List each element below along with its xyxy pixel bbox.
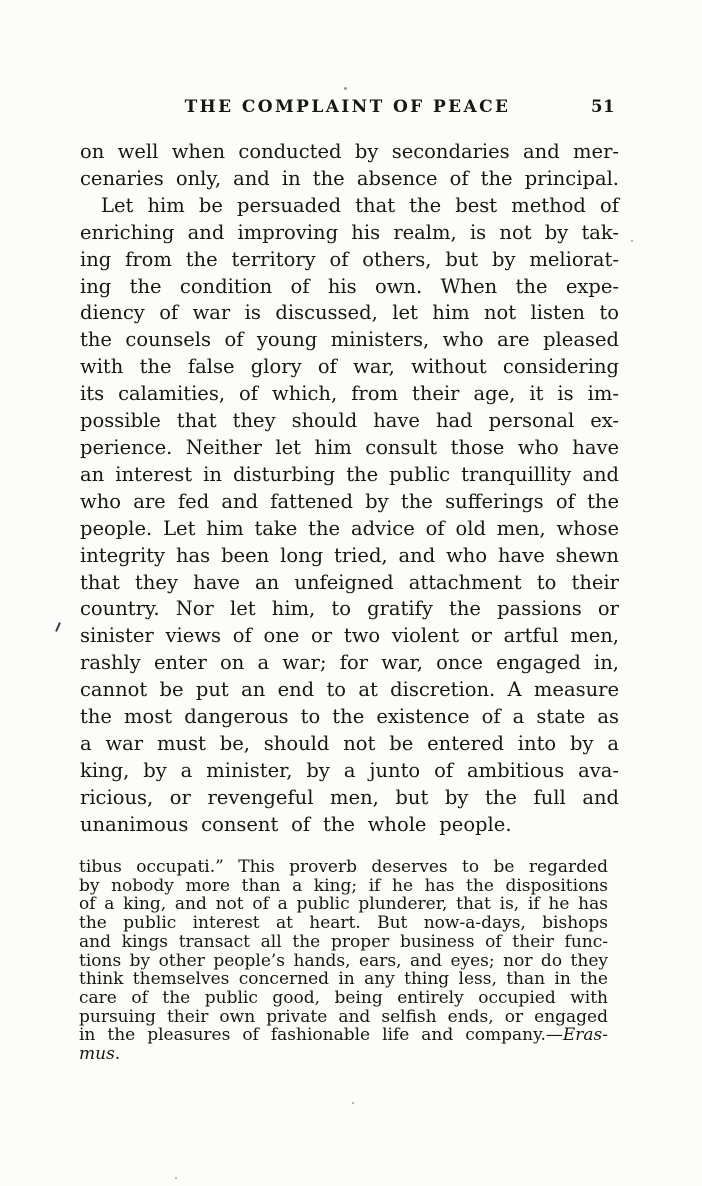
body-text-line: king, by a minister, by a junto of ambitious ava- — [80, 758, 619, 782]
body-text-line: country. Nor let him, to gratify the passions or — [80, 597, 619, 621]
body-text-block — [80, 139, 619, 839]
body-text-line: people. Let him take the advice of old men, whose — [80, 516, 619, 540]
footnote-line: and kings transact all the proper business of their func- — [79, 931, 608, 952]
body-text-line: cannot be put an end to at discretion. A measure — [80, 678, 619, 702]
body-text-line: the counsels of young ministers, who are pleased — [80, 328, 619, 352]
footnote-line: by nobody more than a king; if he has the dispositions — [79, 875, 608, 896]
footnote-block — [79, 858, 608, 1064]
body-text-line: ricious, or revengeful men, but by the full and — [80, 785, 619, 809]
footnote-line: the public interest at heart. But now-a-days, bishops — [79, 913, 608, 934]
body-text-line: Let him be persuaded that the best method of — [101, 193, 619, 217]
body-text-line: integrity has been long tried, and who have shewn — [80, 543, 619, 567]
body-text-line: with the false glory of war, without considering — [80, 355, 619, 379]
body-text-line: diency of war is discussed, let him not listen to — [80, 301, 619, 325]
body-text-line: its calamities, of which, from their age, it is im- — [80, 382, 619, 406]
body-text-line: cenaries only, and in the absence of the principal. — [80, 166, 619, 190]
body-text-line: ing the condition of his own. When the expe- — [80, 274, 619, 298]
body-text-line: on well when conducted by secondaries and mer- — [80, 140, 619, 163]
body-text-line: that they have an unfeigned attachment to their — [80, 570, 619, 594]
scan-speck — [344, 87, 347, 90]
body-text-line: enriching and improving his realm, is not by tak- — [80, 220, 619, 244]
body-text-line: unanimous consent of the whole people. — [80, 812, 512, 836]
body-text-line: rashly enter on a war; for war, once engaged in, — [80, 651, 619, 675]
body-text-line: an interest in disturbing the public tranquillity and — [80, 462, 619, 486]
footnote-line: tions by other people’s hands, ears, and eyes; nor do they — [79, 950, 608, 971]
body-text-line: ing from the territory of others, but by meliorat- — [80, 247, 619, 271]
running-header — [78, 97, 617, 121]
body-text-line: the most dangerous to the existence of a state as — [80, 705, 619, 729]
footnote-line: tibus occupati.” This proverb deserves to be regarded — [79, 857, 608, 877]
footnote-line: of a king, and not of a public plunderer, that is, if he has — [79, 894, 608, 915]
page-number: 51 — [591, 97, 615, 116]
footnote-line: in the pleasures of fashionable life and company.—Eras- — [79, 1025, 608, 1046]
body-text-line: a war must be, should not be entered into by a — [80, 731, 619, 755]
body-text-line: perience. Neither let him consult those who have — [80, 435, 619, 459]
body-text-line: who are fed and fattened by the sufferings of the — [80, 489, 619, 513]
margin-pen-mark — [55, 622, 61, 632]
footnote-line: care of the public good, being entirely occupied with — [79, 987, 608, 1008]
scan-speck — [352, 1102, 354, 1104]
footnote-line: mus. — [79, 1044, 121, 1065]
footnote-line: think themselves concerned in any thing less, than in the — [79, 969, 608, 990]
body-text-line: sinister views of one or two violent or artful men, — [80, 624, 619, 648]
body-text-line: possible that they should have had personal ex- — [80, 409, 619, 433]
footnote-line: pursuing their own private and selfish ends, or engaged — [79, 1006, 608, 1027]
page-header-title: THE COMPLAINT OF PEACE — [184, 97, 511, 117]
scan-speck — [631, 240, 633, 242]
scan-speck — [175, 1177, 177, 1179]
